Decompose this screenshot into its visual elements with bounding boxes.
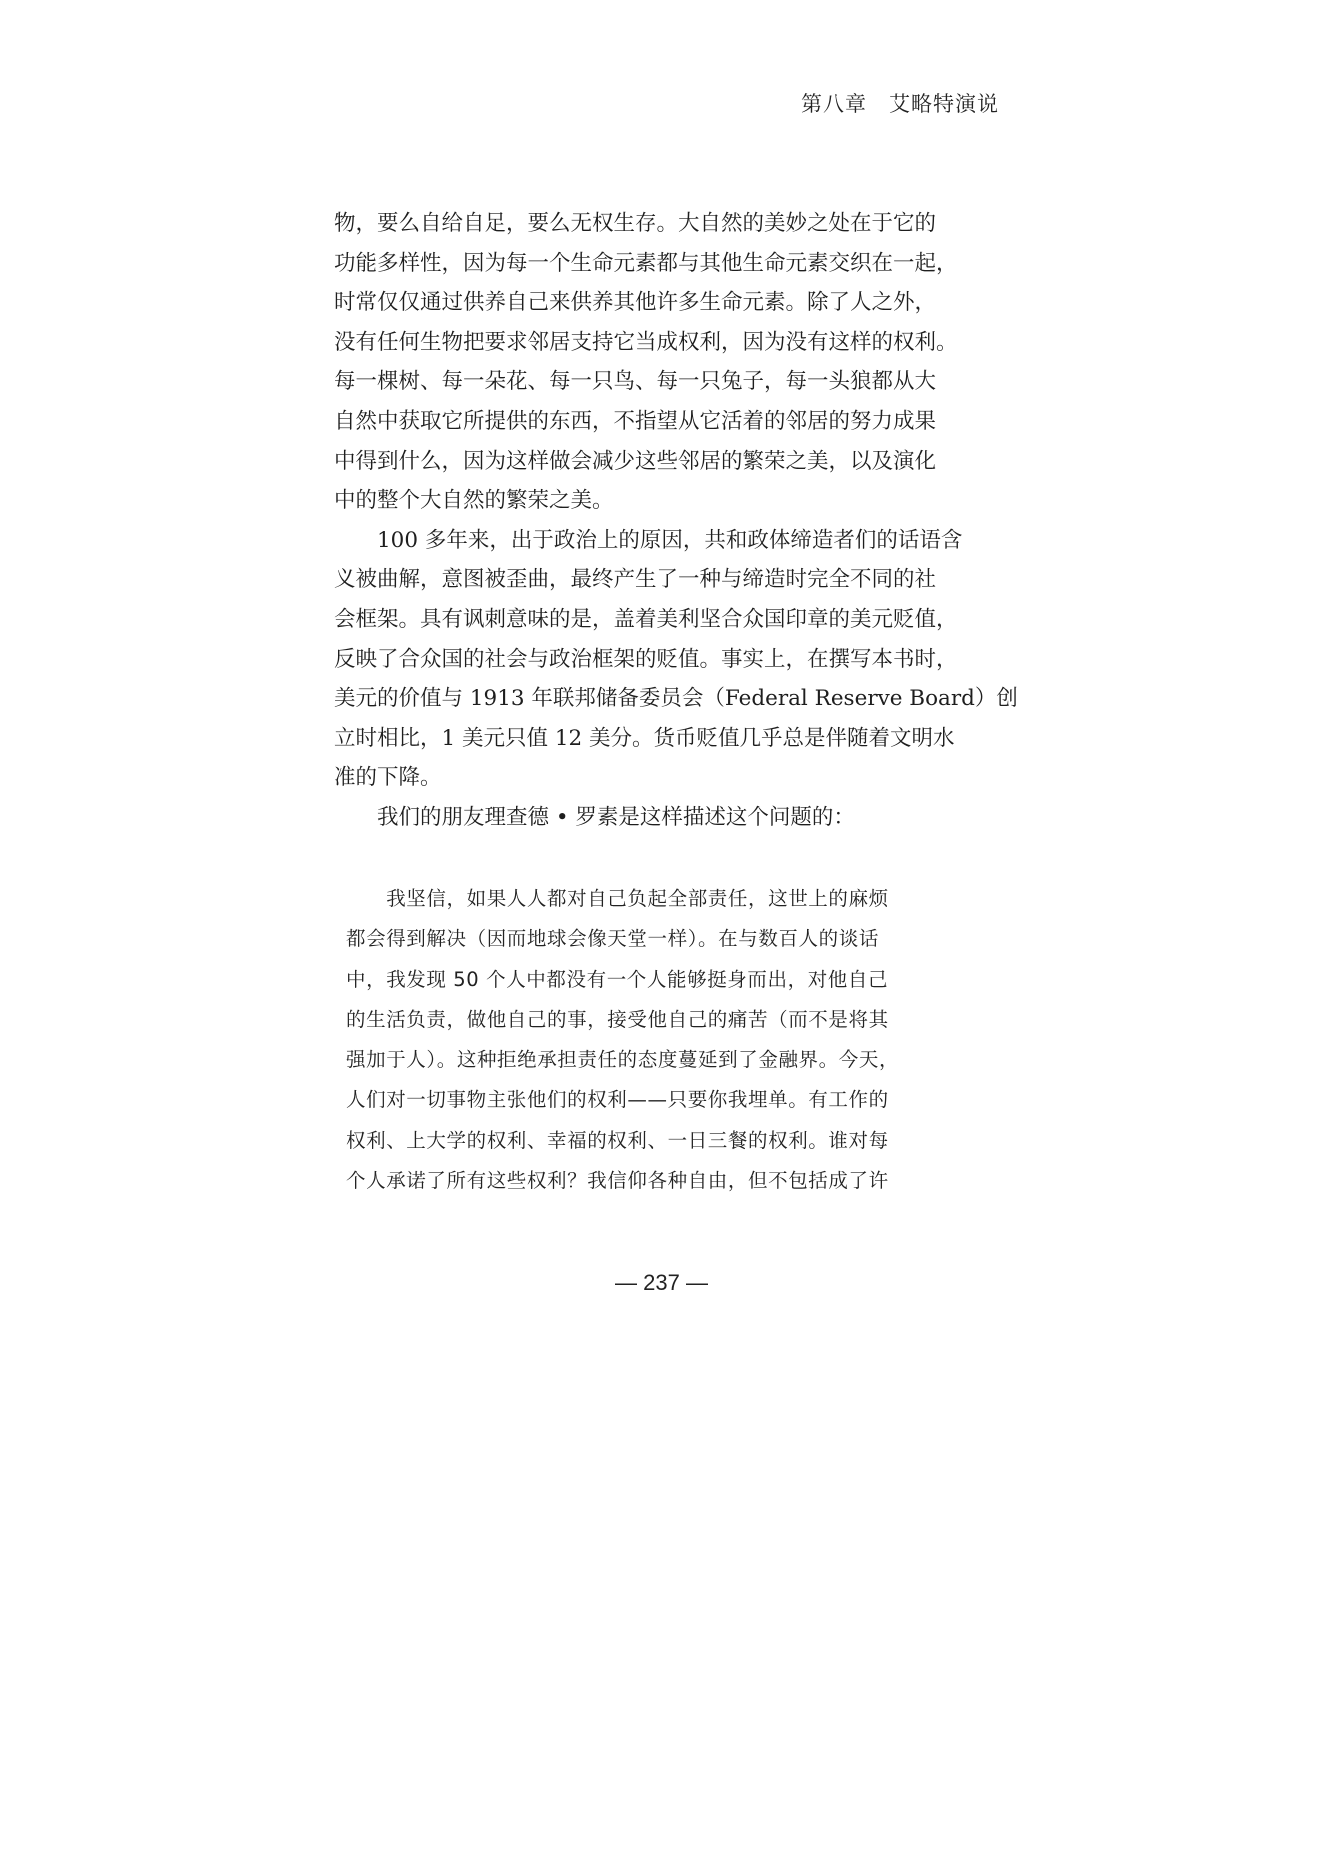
- body-line: 会框架。具有讽刺意味的是，盖着美利坚合众国印章的美元贬值，: [334, 606, 958, 632]
- quote-line: 中，我发现 50 个人中都没有一个人能够挺身而出，对他自己: [346, 967, 889, 991]
- body-line: 美元的价值与 1913 年联邦储备委员会（Federal Reserve Board）创: [334, 686, 1018, 712]
- body-line: 自然中获取它所提供的东西，不指望从它活着的邻居的努力成果: [334, 408, 937, 434]
- quote-line: 都会得到解决（因而地球会像天堂一样）。在与数百人的谈话: [346, 927, 879, 951]
- body-line: 没有任何生物把要求邻居支持它当成权利，因为没有这样的权利。: [334, 329, 958, 355]
- block-quote: [346, 879, 986, 1201]
- body-line: 义被曲解，意图被歪曲，最终产生了一种与缔造时完全不同的社: [334, 567, 937, 593]
- body-line: 反映了合众国的社会与政治框架的贬值。事实上，在撰写本书时，: [334, 646, 958, 672]
- body-line: 功能多样性，因为每一个生命元素都与其他生命元素交织在一起，: [334, 250, 958, 276]
- body-line: 每一棵树、每一朵花、每一只鸟、每一只兔子，每一头狼都从大: [334, 369, 937, 395]
- body-line: 我们的朋友理查德 • 罗素是这样描述这个问题的：: [334, 804, 855, 830]
- body-line: 准的下降。: [334, 765, 442, 791]
- quote-line: 我坚信，如果人人都对自己负起全部责任，这世上的麻烦: [346, 887, 889, 910]
- quote-line: 个人承诺了所有这些权利？我信仰各种自由，但不包括成了许: [346, 1169, 889, 1193]
- body-line: 中得到什么，因为这样做会减少这些邻居的繁荣之美，以及演化: [334, 448, 937, 474]
- page-number: — 237 —: [615, 1270, 708, 1295]
- body-line: 100 多年来，出于政治上的原因，共和政体缔造者们的话语含: [334, 527, 963, 553]
- body-line: 物，要么自给自足，要么无权生存。大自然的美妙之处在于它的: [334, 211, 937, 236]
- quote-line: 人们对一切事物主张他们的权利——只要你我埋单。有工作的: [346, 1088, 889, 1112]
- quote-line: 强加于人）。这种拒绝承担责任的态度蔓延到了金融界。今天，: [346, 1048, 900, 1072]
- quote-line: 权利、上大学的权利、幸福的权利、一日三餐的权利。谁对每: [346, 1128, 889, 1152]
- quote-line: 的生活负责，做他自己的事，接受他自己的痛苦（而不是将其: [346, 1007, 889, 1031]
- body-text: [334, 204, 1018, 838]
- body-line: 立时相比，1 美元只值 12 美分。货币贬值几乎总是伴随着文明水: [334, 725, 955, 751]
- body-line: 时常仅仅通过供养自己来供养其他许多生命元素。除了人之外，: [334, 290, 937, 316]
- running-header: 第八章 艾略特演说: [801, 92, 999, 116]
- body-line: 中的整个大自然的繁荣之美。: [334, 488, 614, 514]
